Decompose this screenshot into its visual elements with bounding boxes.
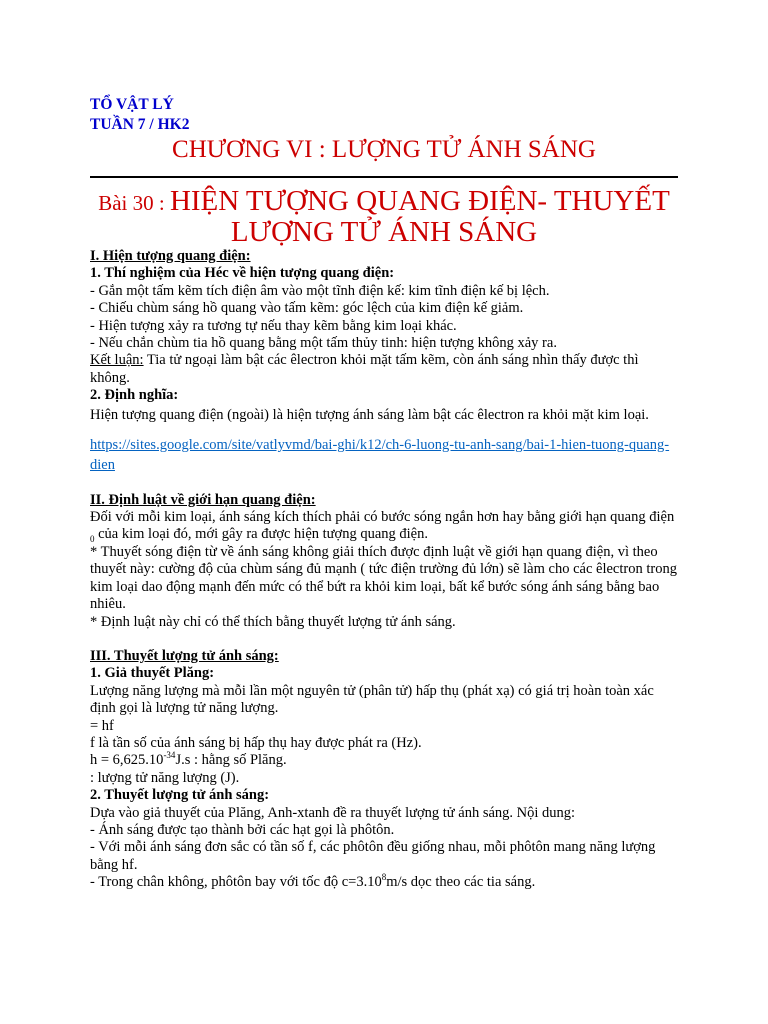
conclusion (90, 352, 678, 387)
conclusion-text: Tia tử ngoại làm bật các êlectron khỏi mặt tấm kẽm, còn ánh sáng nhìn thấy được thì không. (90, 352, 639, 386)
section2-paragraph1: Đối với mỗi kim loại, ánh sáng kích thích phải có bước sóng ngắn hơn hay bằng giới hạn quang điện $_0$ của kim loại đó, mới gây ra được hiện tượng quang điện. (90, 509, 675, 545)
energy-definition: : lượng tử năng lượng (J). (90, 769, 240, 786)
document-body (90, 248, 678, 892)
section3-sub1: 1. Giả thuyết Plăng: (90, 665, 215, 682)
lambda-subscript: 0 (90, 534, 95, 545)
section3-heading: III. Thuyết lượng tử ánh sáng: (90, 647, 279, 664)
section1-sub2: 2. Định nghĩa: (90, 387, 179, 404)
reference-link-text[interactable]: https://sites.google.com/site/vatlyvmd/bai-ghi/k12/ch-6-luong-tu-anh-sang/bai-1-hien-tuong-quang-dien (90, 436, 670, 473)
einstein-paragraph: Dựa vào giả thuyết của Plăng, Anh-xtanh đề ra thuyết lượng tử ánh sáng. Nội dung: (90, 804, 576, 821)
reference-link[interactable] (90, 435, 678, 475)
planck-paragraph: Lượng năng lượng mà mỗi lần một nguyên tử (phân tử) hấp thụ (phát xạ) có giá trị hoàn toàn xác định gọi là lượng tử năng lượng. (90, 682, 654, 717)
chapter-title: CHƯƠNG VI : LƯỢNG TỬ ÁNH SÁNG (172, 136, 596, 163)
formula: = hf (90, 717, 114, 734)
section2-paragraph3: * Định luật này chỉ có thể thích bằng thuyết lượng tử ánh sáng. (90, 613, 456, 630)
conclusion-label: Kết luận: (90, 352, 144, 369)
list-item: - Nếu chắn chùm tia hồ quang bằng một tấm thủy tinh: hiện tượng không xảy ra. (90, 335, 557, 352)
definition-text: Hiện tượng quang điện (ngoài) là hiện tượng ánh sáng làm bật các êlectron ra khỏi mặt kim loại. (90, 406, 649, 423)
week-label: TUẦN 7 / HK2 (90, 116, 190, 133)
divider (90, 176, 678, 178)
section2-heading: II. Định luật về giới hạn quang điện: (90, 491, 316, 508)
list-item: - Ánh sáng được tạo thành bởi các hạt gọi là phôtôn. (90, 821, 395, 838)
list-item: - Với mỗi ánh sáng đơn sắc có tần số f, các phôtôn đều giống nhau, mỗi phôtôn mang năng lượng bằng hf. (90, 839, 656, 873)
planck-constant: $h = 6,625.10^{-34}J.s$ : hằng số Plăng. (90, 750, 287, 769)
section1-heading: I. Hiện tượng quang điện: (90, 248, 251, 264)
lesson-title-part2: LƯỢNG TỬ ÁNH SÁNG (230, 216, 538, 248)
list-item: - Gắn một tấm kẽm tích điện âm vào một tĩnh điện kế: kim tĩnh điện kế bị lệch. (90, 282, 550, 299)
group-label: TỔ VẬT LÝ (90, 96, 174, 113)
lesson-title-part1: HIỆN TƯỢNG QUANG ĐIỆN- THUYẾT (169, 185, 670, 217)
frequency-definition: f là tần số của ánh sáng bị hấp thụ hay được phát ra (Hz). (90, 734, 422, 751)
list-item: - Hiện tượng xảy ra tương tự nếu thay kẽm bằng kim loại khác. (90, 317, 457, 334)
section2-paragraph2: * Thuyết sóng điện từ về ánh sáng không giải thích được định luật về giới hạn quang điện, vì theo thuyết này: cường độ của chùm sáng đủ mạnh ( tức điện trường đủ lớn) sẽ làm cho các êlectron trong kim loại dao động mạnh đến mức có thể bứt ra khỏi kim loại, bất kể bước sóng ánh sáng bằng bao nhiêu. (90, 543, 677, 613)
section3-sub2: 2. Thuyết lượng tử ánh sáng: (90, 787, 270, 804)
photon-speed: - Trong chân không, phôtôn bay với tốc độ $c=3.10^8m/s$ dọc theo các tia sáng. (90, 872, 536, 891)
lesson-prefix: Bài 30 : (98, 191, 170, 215)
list-item: - Chiếu chùm sáng hồ quang vào tấm kẽm: góc lệch của kim điện kế giảm. (90, 300, 524, 317)
section1-sub1: 1. Thí nghiệm của Héc về hiện tượng quang điện: (90, 265, 395, 282)
